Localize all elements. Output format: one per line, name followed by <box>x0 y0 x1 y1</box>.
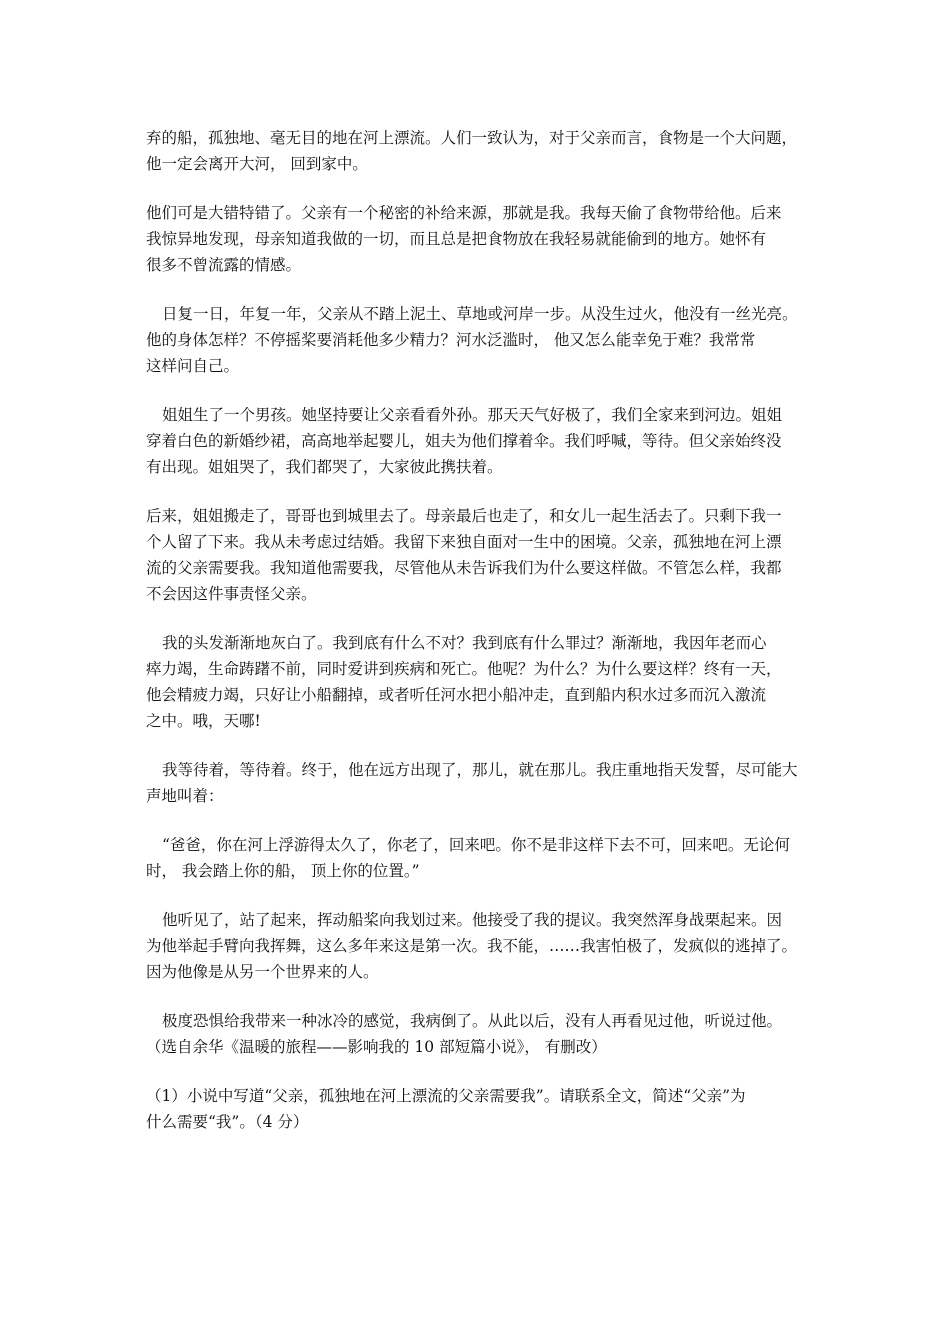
source-citation <box>146 1034 814 1060</box>
text-line: 他一定会离开大河， 回到家中。 <box>146 155 368 173</box>
text-line: 时， 我会踏上你的船， 顶上你的位置。” <box>146 862 420 880</box>
text-line: 流的父亲需要我。我知道他需要我，尽管他从未告诉我们为什么要这样做。不管怎么样，我都 <box>146 559 782 577</box>
text-line: 穿着白色的新婚纱裙，高高地举起婴儿，姐夫为他们撑着伞。我们呼喊，等待。但父亲始终没 <box>146 432 782 450</box>
text-line: 弃的船，孤独地、毫无目的地在河上漂流。人们一致认为，对于父亲而言，食物是一个大问题， <box>146 129 798 147</box>
text-line: 个人留了下来。我从未考虑过结婚。我留下来独自面对一生中的困境。父亲，孤独地在河上漂 <box>146 533 782 551</box>
text-line: 这样问自己。 <box>146 357 240 375</box>
text-line: “爸爸，你在河上浮游得太久了，你老了，回来吧。你不是非这样下去不可，回来吧。无论何 <box>162 836 790 854</box>
paragraph-3 <box>146 301 814 379</box>
text-line: 有出现。姐姐哭了，我们都哭了，大家彼此携扶着。 <box>146 458 503 476</box>
text-line: 姐姐生了一个男孩。她坚持要让父亲看看外孙。那天天气好极了，我们全家来到河边。姐姐 <box>162 406 783 424</box>
source-line: （选自余华《温暖的旅程——影响我的 10 部短篇小说》， 有删改） <box>146 1038 607 1056</box>
text-line: 他的身体怎样？不停摇桨要消耗他多少精力？河水泛滥时， 他又怎么能幸免于难？我常常 <box>146 331 756 349</box>
text-line: 极度恐惧给我带来一种冰冷的感觉，我病倒了。从此以后，没有人再看见过他，听说过他。 <box>162 1012 783 1030</box>
text-line: 为他举起手臂向我挥舞，这么多年来这是第一次。我不能，……我害怕极了，发疯似的逃掉了。 <box>146 937 798 955</box>
paragraph-10 <box>146 1008 814 1034</box>
text-line: 日复一日，年复一年，父亲从不踏上泥土、草地或河岸一步。从没生过火，他没有一丝光亮。 <box>162 305 798 323</box>
paragraph-1 <box>146 125 814 177</box>
paragraph-8 <box>146 832 814 884</box>
text-line: 他会精疲力竭，只好让小船翻掉，或者听任河水把小船冲走，直到船内积水过多而沉入激流 <box>146 686 767 704</box>
text-line: 声地叫着： <box>146 787 224 805</box>
text-line: 后来，姐姐搬走了，哥哥也到城里去了。母亲最后也走了，和女儿一起生活去了。只剩下我一 <box>146 507 782 525</box>
text-line: 他们可是大错特错了。父亲有一个秘密的补给来源，那就是我。我每天偷了食物带给他。后来 <box>146 204 782 222</box>
paragraph-9 <box>146 907 814 985</box>
text-line: 之中。哦，天哪! <box>146 712 261 730</box>
paragraph-5 <box>146 503 814 607</box>
question-line: （1）小说中写道“父亲，孤独地在河上漂流的父亲需要我”。请联系全文，简述“父亲”为 <box>146 1087 746 1105</box>
text-line: 不会因这件事责怪父亲。 <box>146 585 317 603</box>
text-line: 因为他像是从另一个世界来的人。 <box>146 963 379 981</box>
paragraph-7 <box>146 757 814 809</box>
question-1 <box>146 1083 814 1135</box>
question-line: 什么需要“我”。（4 分） <box>146 1113 309 1131</box>
text-line: 瘁力竭，生命踌躇不前，同时爱讲到疾病和死亡。他呢？为什么？为什么要这样？终有一天， <box>146 660 782 678</box>
text-line: 我惊异地发现，母亲知道我做的一切，而且总是把食物放在我轻易就能偷到的地方。她怀有 <box>146 230 767 248</box>
paragraph-2 <box>146 200 814 278</box>
paragraph-6 <box>146 630 814 734</box>
text-line: 我的头发渐渐地灰白了。我到底有什么不对？我到底有什么罪过？渐渐地，我因年老而心 <box>162 634 767 652</box>
document-page <box>146 125 814 1158</box>
text-line: 我等待着，等待着。终于，他在远方出现了，那儿，就在那儿。我庄重地指天发誓，尽可能大 <box>162 761 798 779</box>
text-line: 很多不曾流露的情感。 <box>146 256 302 274</box>
text-line: 他听见了，站了起来，挥动船桨向我划过来。他接受了我的提议。我突然浑身战栗起来。因 <box>162 911 783 929</box>
paragraph-4 <box>146 402 814 480</box>
